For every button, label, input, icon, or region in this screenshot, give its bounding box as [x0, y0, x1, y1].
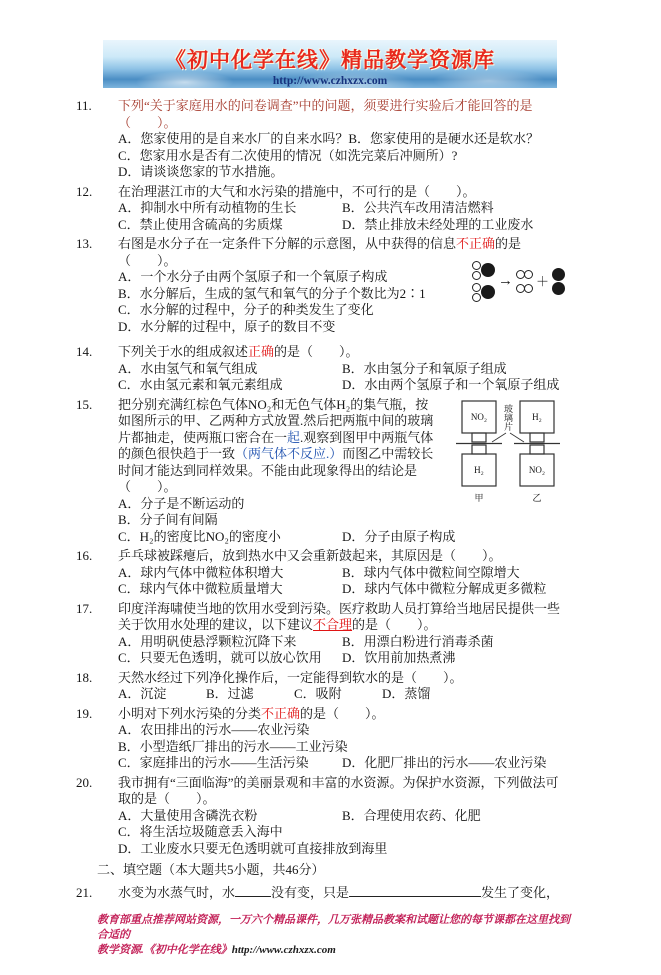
- hydrogen-atom-icon: [472, 283, 481, 292]
- question-18-stem: [76, 669, 567, 687]
- question-15-option-d: D．分子由原子构成: [342, 528, 456, 544]
- question-21-stem: [76, 883, 567, 902]
- banner-title: 《初中化学在线》精品教学资源库: [165, 48, 495, 72]
- question-17-option-a: A．用明矾使悬浮颗粒沉降下来: [118, 633, 297, 649]
- question-20-option-c: C．将生活垃圾随意丢入海中: [118, 824, 283, 839]
- question-13-number: 13.: [76, 236, 93, 251]
- question-19-options-row-2: [97, 755, 567, 772]
- plus-sign: ＋: [535, 274, 549, 289]
- bottle-label-no2: NO₂: [528, 464, 546, 475]
- question-19-option-b: B．小型造纸厂排出的污水——工业污染: [118, 738, 348, 754]
- hydrogen-molecule: [516, 270, 533, 279]
- question-19-stem: [76, 705, 567, 723]
- question-11-option-d: D．请谈谈您家的节水措施。: [118, 164, 284, 179]
- question-21-text: 发生了变化，: [481, 884, 560, 900]
- question-14-emphasis: 正确: [248, 344, 275, 359]
- question-17-option-d: D．饮用前加热煮沸: [342, 650, 456, 665]
- question-14-text: 下列关于水的组成叙述: [118, 344, 249, 359]
- banner-url: http://www.czhxzx.com: [272, 75, 388, 87]
- question-20-stem: [76, 774, 567, 808]
- question-12: [76, 183, 567, 234]
- hydrogen-atom-icon: [524, 284, 533, 293]
- question-13-emphasis: 不正确: [456, 236, 496, 251]
- question-13-text: 右图是水分子在一定条件下分解的示意图，从中获得的信息: [118, 236, 457, 251]
- arrow-icon: →: [497, 273, 513, 289]
- bottle-neck: [530, 433, 544, 442]
- question-14-text-tail: 的是（ ）。: [274, 344, 359, 359]
- question-14-option-a: A．水由氢气和氧气组成: [118, 360, 258, 376]
- question-14-option-b: B．水由氢分子和氧原子组成: [342, 360, 507, 376]
- question-16-option-a: A．球内气体中微粒体积增大: [118, 564, 284, 580]
- footer-line-1: 教育部重点推荐网站资源，一万六个精品课件，几万张精品教案和试题让您的每节课都在这里找到合适的: [97, 914, 570, 941]
- question-19: [76, 705, 567, 772]
- bottle-label-h2: H₂: [474, 464, 484, 475]
- question-14-stem: [76, 344, 567, 361]
- question-13-text-tail: 的是（ ）。: [118, 236, 522, 268]
- water-molecule: [472, 284, 495, 301]
- bottle-neck: [472, 445, 486, 454]
- question-11: [76, 98, 567, 181]
- question-13-options-row-4: [97, 319, 567, 336]
- footer-line-2: [97, 943, 577, 958]
- question-18: [76, 669, 567, 703]
- question-17-number: 17.: [76, 600, 93, 616]
- question-15-text: 把分别充满红棕色气体NO₂和无色气体H₂的集气瓶，按如图所示的甲、乙两种方式放置.然后把两瓶中间的玻璃片都抽走，使两瓶口密合在一: [118, 396, 434, 445]
- question-18-option-a: A．沉淀: [118, 686, 167, 701]
- question-15-options-row-2: [97, 529, 567, 546]
- question-13-option-d: D．水分解的过程中，原子的数目不变: [118, 318, 336, 334]
- gas-diffusion-diagram: [449, 399, 567, 509]
- bottle-neck: [530, 445, 544, 454]
- question-12-option-b: B．公共汽车改用清洁燃料: [342, 200, 494, 215]
- hydrogen-atom-icon: [472, 293, 481, 302]
- hydrogen-molecule: [516, 284, 533, 293]
- question-17-option-c: C．只要无色透明，就可以放心饮用: [118, 650, 322, 665]
- question-17-text: 印度洋海啸使当地的饮用水受到污染。医疗救助人员打算给当地居民提供一些关于饮用水处理的建议，以下建议: [118, 600, 561, 632]
- bottle-neck: [472, 433, 486, 442]
- bottle-label-no2: NO₂: [470, 411, 488, 422]
- question-12-option-a: A．抑制水中所有动植物的生长: [118, 200, 297, 215]
- question-16: [76, 548, 567, 598]
- oxygen-molecule: [552, 268, 565, 295]
- question-13-option-a: A．一个水分子由两个氢原子和一个氧原子构成: [118, 269, 388, 284]
- question-20-number: 20.: [76, 774, 93, 790]
- footer: [97, 913, 577, 958]
- question-15-text: 而图乙中需较长时间才能达到同样效果。不能由此现象得出的结论是（ ）。: [118, 446, 434, 494]
- question-18-text: 天然水经过下列净化操作后，一定能得到软水的是（ ）。: [118, 669, 463, 685]
- question-20-options-row-1: [97, 808, 567, 825]
- question-11-option-b: B．您家使用的是硬水还是软水？: [348, 131, 540, 146]
- question-12-option-d: D．禁止排放未经处理的工业废水: [342, 216, 534, 232]
- question-11-number: 11.: [76, 98, 92, 113]
- question-20-option-b: B．合理使用农药、化肥: [342, 807, 481, 823]
- question-18-number: 18.: [76, 669, 93, 685]
- question-16-options-row-1: [97, 565, 567, 582]
- question-19-text: 小明对下列水污染的分类: [118, 705, 262, 721]
- question-14: [76, 344, 567, 394]
- question-17-stem: [76, 600, 567, 634]
- setup-jia-label: 甲: [474, 492, 484, 503]
- question-12-option-c: C．禁止使用含硫高的劣质煤: [118, 216, 283, 232]
- question-15-option-c: C．H₂的密度比NO₂的密度小: [118, 528, 281, 544]
- question-20-option-a: A．大量使用含磷洗衣粉: [118, 807, 258, 823]
- question-15-inserted-note: （两气体不反应.）: [235, 446, 343, 461]
- hydrogen-atom-icon: [524, 270, 533, 279]
- question-15-option-a: A．分子是不断运动的: [118, 495, 245, 511]
- question-21-text: 水变为水蒸气时，水: [118, 884, 236, 900]
- water-molecules: [472, 262, 495, 301]
- question-12-number: 12.: [76, 183, 93, 199]
- question-18-option-b: B．过滤: [206, 686, 254, 701]
- question-14-options-row-2: [97, 377, 567, 394]
- question-13: [76, 236, 567, 335]
- question-16-option-c: C．球内气体中微粒质量增大: [118, 581, 283, 596]
- question-19-text-tail: 的是（ ）。: [300, 705, 385, 721]
- hydrogen-molecules: [516, 270, 533, 293]
- question-18-options-row: [97, 686, 567, 703]
- question-15-option-b: B．分子间有间隔: [118, 512, 218, 527]
- question-11-stem: [76, 98, 567, 131]
- question-18-option-c: C．吸附: [294, 686, 342, 701]
- fill-in-blank-2: [349, 883, 481, 897]
- question-16-options-row-2: [97, 581, 567, 598]
- question-20-option-d: D．工业废水只要无色透明就可直接排放到海里: [118, 840, 388, 856]
- question-14-option-d: D．水由两个氢原子和一个氧原子组成: [342, 377, 560, 392]
- question-16-option-d: D．球内气体中微粒分解成更多微粒: [342, 581, 547, 596]
- label-leader-line: [510, 433, 524, 442]
- question-11-text: 下列“关于家庭用水的问卷调查”中的问题，须要进行实验后才能回答的是（ ）。: [118, 98, 533, 130]
- glass-plate-label: 玻璃片: [503, 403, 513, 431]
- question-15-inserted-text: 起: [287, 429, 301, 445]
- question-14-option-c: C．水由氢元素和氧元素组成: [118, 377, 283, 392]
- question-18-option-d: D．蒸馏: [382, 686, 431, 701]
- question-11-option-a: A．您家使用的是自来水厂的自来水吗？: [118, 131, 349, 146]
- question-13-option-b: B．水分解后，生成的氢气和氧气的分子个数比为2∶1: [118, 285, 426, 301]
- question-17-options-row-2: [97, 650, 567, 667]
- question-15-text: .观察到图甲中两瓶气体的颜色很快趋于一致: [118, 429, 434, 461]
- question-16-stem: [76, 548, 567, 565]
- question-16-text: 乒乓球被踩瘪后，放到热水中又会重新鼓起来，其原因是（ ）。: [118, 548, 502, 563]
- water-decomposition-diagram: [472, 262, 565, 301]
- question-11-options-row-2: [97, 148, 567, 165]
- question-16-option-b: B．球内气体中微粒间空隙增大: [342, 564, 520, 580]
- question-16-number: 16.: [76, 548, 93, 563]
- exam-body: [76, 98, 567, 901]
- question-21-number: 21.: [76, 884, 93, 900]
- question-14-options-row-1: [97, 361, 567, 378]
- question-19-option-a: A．农田排出的污水——农业污染: [118, 722, 310, 737]
- question-15-number: 15.: [76, 396, 93, 412]
- question-11-options-row-1: [97, 131, 567, 148]
- section-2-heading: 二、填空题（本大题共5小题，共46分）: [97, 862, 325, 877]
- question-12-stem: [76, 183, 567, 201]
- water-molecule: [472, 262, 495, 279]
- question-13-options-row-3: [97, 302, 567, 319]
- question-13-option-c: C．水分解的过程中，分子的种类发生了变化: [118, 302, 374, 317]
- question-20: [76, 774, 567, 858]
- question-21-text: 没有变，只是: [271, 884, 350, 900]
- question-19-emphasis: 不正确: [261, 705, 301, 721]
- question-19-options-row-1: [97, 722, 567, 755]
- question-17-text-tail: 的是（ ）。: [352, 617, 437, 632]
- question-17: [76, 600, 567, 667]
- question-11-options-row-3: [97, 164, 567, 181]
- question-20-text: 我市拥有“三面临海”的美丽景观和丰富的水资源。为保护水资源，下列做法可取的是（ ）。: [118, 774, 559, 806]
- site-banner: [103, 40, 557, 88]
- bottle-label-h2: H₂: [532, 411, 542, 422]
- question-19-option-d: D．化肥厂排出的污水——农业污染: [342, 755, 547, 770]
- question-21: [76, 883, 567, 902]
- question-17-emphasis: 不合理: [313, 617, 353, 632]
- question-17-option-b: B．用漂白粉进行消毒杀菌: [342, 633, 494, 649]
- question-20-options-row-2: [97, 824, 567, 857]
- question-19-number: 19.: [76, 705, 93, 721]
- oxygen-atom-icon: [481, 285, 495, 299]
- hydrogen-atom-icon: [472, 261, 481, 270]
- question-12-text: 在治理湛江市的大气和水污染的措施中，不可行的是（ ）。: [118, 183, 476, 199]
- oxygen-atom-icon: [552, 268, 565, 281]
- question-12-options-row-1: [97, 200, 567, 217]
- label-leader-line: [492, 433, 506, 442]
- question-19-option-c: C．家庭排出的污水——生活污染: [118, 755, 309, 770]
- oxygen-atom-icon: [552, 282, 565, 295]
- question-14-number: 14.: [76, 344, 93, 359]
- question-11-option-c: C．您家用水是否有二次使用的情况（如洗完菜后冲厕所）?: [118, 147, 458, 163]
- hydrogen-atom-icon: [472, 271, 481, 280]
- setup-yi-label: 乙: [532, 492, 542, 503]
- oxygen-atom-icon: [481, 263, 495, 277]
- question-17-options-row-1: [97, 634, 567, 651]
- footer-url: http://www.czhxzx.com: [231, 944, 336, 956]
- fill-in-blank-1: [235, 883, 271, 897]
- question-12-options-row-2: [97, 217, 567, 234]
- question-15: [76, 396, 567, 546]
- footer-line-2-text: 教学资源.《初中化学在线》: [97, 944, 232, 956]
